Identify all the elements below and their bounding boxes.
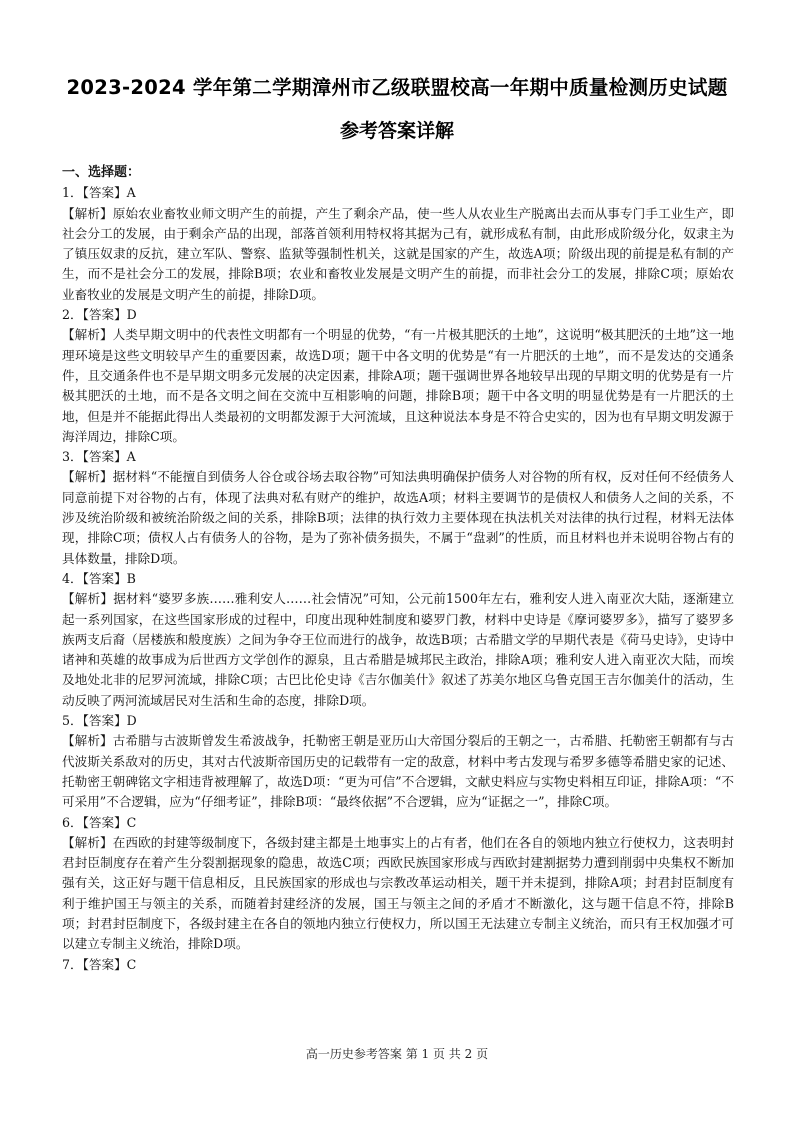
analysis-text: 【解析】人类早期文明中的代表性文明都有一个明显的优势，“有一片极其肥沃的土地”，这说明“极其肥沃的土地”这一地理环境是这些文明较早产生的重要因素，故选D项；题干中各文明的优势是“有一片肥沃的土地”，而不是发达的交通条件，且交通条件也不是早期文明多元发展的决定因素，排除A项；题干强调世界各地较早出现的早期文明的优势是有一片极其肥沃的土地，而不是各文明之间在交流中互相影响的问题，排除B项；题干中各文明的明显优势是有一片肥沃的土地，但是并不能据此得出人类最初的文明都发源于大河流域，且这种说法本身是不符合史实的，因为也有早期文明发源于海洋周边，排除C项。 [62,327,734,444]
answer-line: 7．【答案】C [62,956,137,972]
document-subtitle: 参考答案详解 [339,120,454,142]
section-title: 一、选择题： [62,165,141,180]
analysis-text: 【解析】在西欧的封建等级制度下，各级封建主都是土地事实上的占有者，他们在各自的领地内独立行使权力，这表明封君封臣制度存在着产生分裂割据现象的隐患，故选C项；西欧民族国家形成与西欧封建割据势力遭到削弱中央集权不断加强有关，这正好与题干信息相反，且民族国家的形成也与宗教改革运动相关，题干并未提到，排除A项；封君封臣制度有利于维护国王与领主的关系，而随着封建经济的发展，国王与领主之间的矛盾才不断激化，这与题干信息不符，排除B项；封君封臣制度下，各级封建主在各自的领地内独立行使权力，所以国王无法建立专制主义统治，而只有王权加强才可以建立专制主义统治，排除D项。 [62,834,734,952]
answer-content [62,163,734,975]
answer-line: 6．【答案】C [62,814,137,830]
analysis-text: 【解析】古希腊与古波斯曾发生希波战争，托勒密王朝是亚历山大帝国分裂后的王朝之一，古希腊、托勒密王朝都有与古代波斯关系敌对的历史，其对古代波斯帝国历史的记载带有一定的敌意，材料中考古发现与希罗多德等希腊史家的记述、托勒密王朝碑铭文字相违背被理解了，故选D项：“更为可信”不合逻辑，文献史料应与实物史料相互印证，排除A项：“不可采用”不合逻辑，应为“仔细考证”，排除B项：“最终依据”不合逻辑，应为“证据之一”，排除C项。 [62,733,734,810]
question-item [62,569,734,711]
question-item [62,183,734,305]
question-item [62,305,734,447]
answer-line: 1．【答案】A [62,185,136,201]
question-item [62,955,734,975]
analysis-text: 【解析】据材料“不能擅自到债务人谷仓或谷场去取谷物”可知法典明确保护债务人对谷物的所有权，反对任何不经债务人同意前提下对谷物的占有，体现了法典对私有财产的维护，故选A项；材料主要调节的是债权人和债务人之间的关系，不涉及统治阶级和被统治阶级之间的关系，排除B项；法律的执行效力主要体现在执法机关对法律的执行过程，材料无法体现，排除C项；债权人占有债务人的谷物，是为了弥补债务损失，不属于“盘剥”的性质，而且材料也并未说明谷物占有的具体数量，排除D项。 [62,469,734,566]
answer-line: 2．【答案】D [62,307,137,323]
answer-line: 3．【答案】A [62,449,136,465]
answer-line: 5．【答案】D [62,713,137,729]
page-footer: 高一历史参考答案 第 1 页 共 2 页 [305,1047,489,1061]
document-title: 2023-2024 学年第二学期漳州市乙级联盟校高一年期中质量检测历史试题 [66,76,728,99]
answer-line: 4．【答案】B [62,570,136,586]
analysis-text: 【解析】据材料“婆罗多族……雅利安人……社会情况”可知，公元前1500年左右，雅利安人进入南亚次大陆，逐渐建立起一系列国家，在这些国家形成的过程中，印度出现种姓制度和婆罗门教，材料中史诗是《摩诃婆罗多》，描写了婆罗多族两支后裔（居楼族和般度族）之间为争夺王位而进行的战争，故选B项；古希腊文学的早期代表是《荷马史诗》，史诗中诸神和英雄的故事成为后世西方文学创作的源泉，且古希腊是城邦民主政治，排除A项；雅利安人进入南亚次大陆，而埃及地处北非的尼罗河流域，排除C项；古巴比伦史诗《吉尔伽美什》叙述了苏美尔地区乌鲁克国王吉尔伽美什的活动，生动反映了两河流域居民对生活和生命的态度，排除D项。 [62,591,734,708]
analysis-text: 【解析】原始农业畜牧业师文明产生的前提，产生了剩余产品，使一些人从农业生产脱离出去而从事专门手工业生产，即社会分工的发展，由于剩余产品的出现，部落首领利用特权将其据为己有，就形成私有制，由此形成阶级分化，奴隶主为了镇压奴隶的反抗，建立军队、警察、监狱等强制性机关，这就是国家的产生，故选A项；阶级出现的前提是私有制的产生，而不是社会分工的发展，排除B项；农业和畜牧业发展是文明产生的前提，而非社会分工的发展，排除C项；原始农业畜牧业的发展是文明产生的前提，排除D项。 [62,205,734,302]
question-item [62,447,734,569]
question-item [62,711,734,812]
question-item [62,813,734,955]
